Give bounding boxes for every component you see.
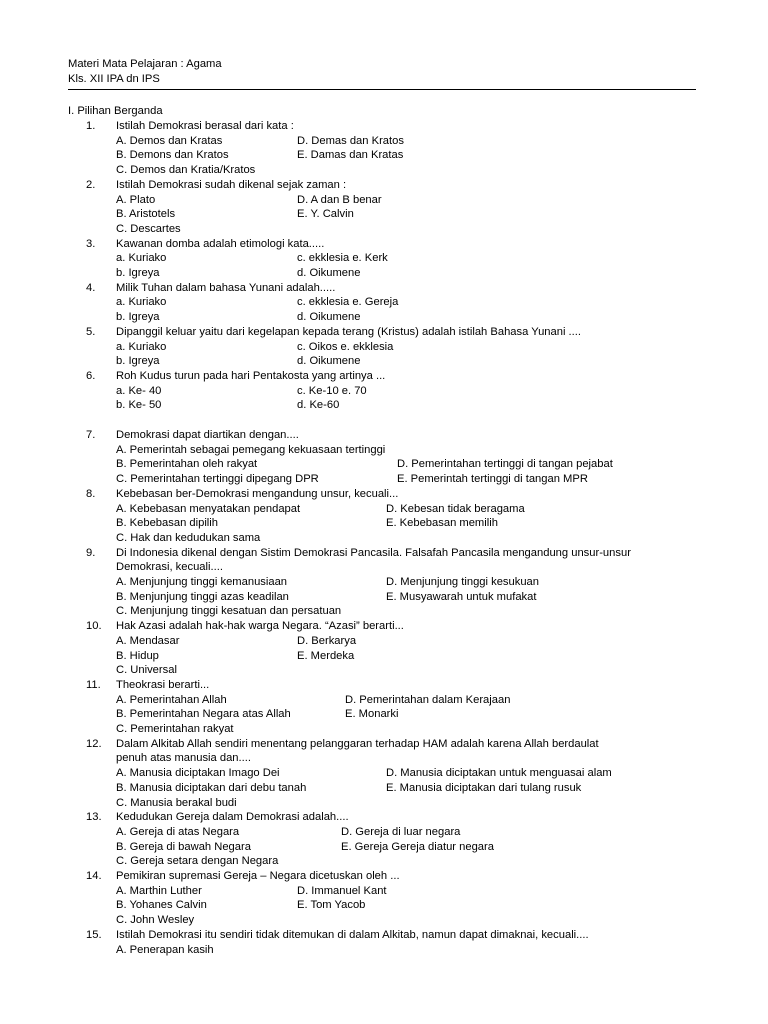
question-number: 13.	[86, 811, 102, 824]
answer-option: C. Manusia berakal budi	[116, 796, 237, 809]
answer-option: A. Menjunjung tinggi kemanusiaan	[116, 576, 288, 588]
question-text: Pemikiran supremasi Gereja – Negara dicetuskan oleh ...	[116, 870, 400, 882]
answer-option: B. Menjunjung tinggi azas keadilan	[116, 590, 289, 603]
question-number: 11.	[86, 678, 101, 691]
class-label: Kls. XII IPA dn IPS	[68, 73, 160, 85]
question-number: 6.	[86, 369, 96, 382]
answer-option: d. Oikumene	[297, 355, 361, 368]
answer-option: D. Pemerintahan tertinggi di tangan pejabat	[397, 458, 613, 471]
question-text: Theokrasi berarti...	[116, 678, 210, 691]
answer-option: b. Igreya	[116, 355, 160, 368]
answer-option: A. Penerapan kasih	[116, 943, 214, 956]
answer-option: E. Tom Yacob	[297, 899, 366, 912]
answer-option: C. Pemerintahan rakyat	[116, 723, 234, 735]
answer-option: c. Ke-10 e. 70	[297, 384, 367, 397]
answer-option: B. Manusia diciptakan dari debu tanah	[116, 781, 307, 794]
answer-option: A. Mendasar	[116, 634, 180, 647]
answer-option: C. John Wesley	[116, 914, 195, 927]
header-divider	[68, 89, 696, 90]
answer-option: a. Kuriako	[116, 340, 167, 353]
question-text: Di Indonesia dikenal dengan Sistim Demokrasi Pancasila. Falsafah Pancasila mengandung unsur-unsur	[116, 546, 631, 559]
answer-option: d. Oikumene	[297, 311, 361, 324]
answer-option: c. ekklesia e. Gereja	[297, 296, 399, 309]
answer-option: C. Universal	[116, 664, 177, 677]
question-text: Dipanggil keluar yaitu dari kegelapan kepada terang (Kristus) adalah istilah Bahasa Yunani ....	[116, 325, 581, 338]
answer-option: B. Demons dan Kratos	[116, 149, 229, 162]
answer-option: A. Plato	[116, 193, 156, 206]
answer-option: D. Berkarya	[297, 634, 357, 647]
answer-option: E. Manusia diciptakan dari tulang rusuk	[386, 781, 582, 794]
answer-option: E. Pemerintah tertinggi di tangan MPR	[397, 473, 588, 486]
answer-option: A. Manusia diciptakan Imago Dei	[116, 767, 280, 780]
answer-option: A. Pemerintah sebagai pemegang kekuasaan tertinggi	[116, 443, 386, 456]
question-number: 7.	[86, 429, 96, 441]
answer-option: d. Ke-60	[297, 399, 340, 412]
question-number: 9.	[86, 546, 96, 559]
answer-option: E. Gereja Gereja diatur negara	[341, 840, 494, 853]
answer-option: E. Kebebasan memilih	[386, 517, 498, 530]
answer-option: D. Manusia diciptakan untuk menguasai alam	[386, 767, 612, 780]
question-text: Milik Tuhan dalam bahasa Yunani adalah.....	[116, 281, 336, 294]
answer-option: D. Gereja di luar negara	[341, 825, 461, 838]
question-number: 8.	[86, 487, 96, 500]
answer-option: D. Pemerintahan dalam Kerajaan	[345, 693, 511, 706]
answer-option: C. Descartes	[116, 222, 181, 235]
question-number: 4.	[86, 281, 96, 294]
answer-option: B. Gereja di bawah Negara	[116, 840, 251, 853]
answer-option: b. Igreya	[116, 311, 160, 324]
document-header	[68, 57, 222, 87]
answer-option: d. Oikumene	[297, 267, 361, 279]
question-number: 14.	[86, 870, 102, 882]
question-number: 15.	[86, 928, 102, 941]
answer-option: A. Marthin Luther	[116, 884, 202, 897]
question-text: Istilah Demokrasi berasal dari kata :	[116, 120, 294, 132]
answer-option: A. Pemerintahan Allah	[116, 693, 227, 706]
answer-option: A. Kebebasan menyatakan pendapat	[116, 502, 301, 515]
answer-option: E. Monarki	[345, 708, 399, 721]
question-text: Kedudukan Gereja dalam Demokrasi adalah....	[116, 811, 349, 824]
answer-option: B. Pemerintahan Negara atas Allah	[116, 708, 291, 721]
answer-option: c. ekklesia e. Kerk	[297, 252, 388, 265]
answer-option: b. Ke- 50	[116, 399, 162, 412]
question-number: 10.	[86, 620, 102, 633]
question-text: Dalam Alkitab Allah sendiri menentang pelanggaran terhadap HAM adalah karena Allah berdaulat	[116, 737, 599, 750]
answer-option: D. Demas dan Kratos	[297, 134, 404, 147]
question-number: 3.	[86, 237, 96, 250]
question-number: 2.	[86, 178, 96, 191]
answer-option: B. Kebebasan dipilih	[116, 517, 219, 530]
answer-option: D. A dan B benar	[297, 193, 382, 206]
answer-option: E. Damas dan Kratas	[297, 149, 404, 162]
answer-option: E. Merdeka	[297, 649, 355, 662]
question-text: Demokrasi dapat diartikan dengan....	[116, 429, 299, 441]
answer-option: B. Aristotels	[116, 208, 176, 221]
question-text: penuh atas manusia dan....	[116, 752, 251, 765]
question-number: 1.	[86, 120, 96, 132]
answer-option: E. Y. Calvin	[297, 208, 354, 221]
answer-option: A. Gereja di atas Negara	[116, 825, 240, 838]
answer-option: a. Kuriako	[116, 296, 167, 309]
answer-option: C. Demos dan Kratia/Kratos	[116, 164, 256, 177]
answer-option: b. Igreya	[116, 267, 160, 279]
answer-option: D. Menjunjung tinggi kesukuan	[386, 576, 539, 588]
answer-option: A. Demos dan Kratas	[116, 134, 223, 147]
answer-option: C. Pemerintahan tertinggi dipegang DPR	[116, 473, 319, 486]
answer-option: D. Immanuel Kant	[297, 884, 387, 897]
answer-option: c. Oikos e. ekklesia	[297, 340, 394, 353]
question-text: Hak Azasi adalah hak-hak warga Negara. “Azasi” berarti...	[116, 620, 404, 633]
question-text: Roh Kudus turun pada hari Pentakosta yang artinya ...	[116, 369, 386, 382]
answer-option: D. Kebesan tidak beragama	[386, 502, 525, 515]
section-title: I. Pilihan Berganda	[68, 105, 163, 117]
question-number: 12.	[86, 737, 102, 750]
answer-option: C. Menjunjung tinggi kesatuan dan persatuan	[116, 605, 342, 618]
question-text: Istilah Demokrasi itu sendiri tidak ditemukan di dalam Alkitab, namun dapat dimaknai, kecuali....	[116, 928, 589, 941]
question-text: Istilah Demokrasi sudah dikenal sejak zaman :	[116, 178, 347, 191]
answer-option: C. Hak dan kedudukan sama	[116, 531, 261, 544]
answer-option: a. Kuriako	[116, 252, 167, 265]
answer-option: a. Ke- 40	[116, 384, 162, 397]
answer-option: B. Yohanes Calvin	[116, 899, 207, 912]
answer-option: B. Pemerintahan oleh rakyat	[116, 458, 258, 471]
answer-option: C. Gereja setara dengan Negara	[116, 855, 279, 868]
question-text: Kebebasan ber-Demokrasi mengandung unsur, kecuali...	[116, 487, 399, 500]
question-text: Demokrasi, kecuali....	[116, 561, 223, 574]
subject-title: Materi Mata Pelajaran : Agama	[68, 58, 222, 70]
answer-option: E. Musyawarah untuk mufakat	[386, 590, 537, 603]
question-number: 5.	[86, 325, 96, 338]
question-text: Kawanan domba adalah etimologi kata.....	[116, 237, 325, 250]
answer-option: B. Hidup	[116, 649, 159, 662]
